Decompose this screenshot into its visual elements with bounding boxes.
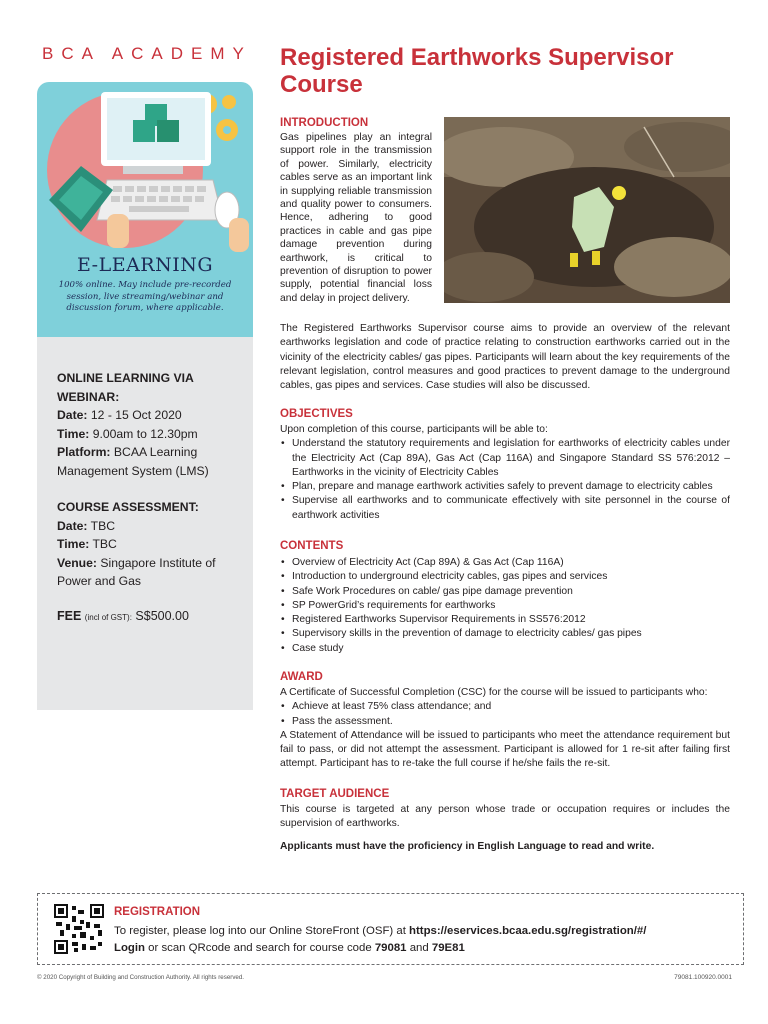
online-platform-label: Platform: (57, 445, 111, 459)
brand-logo-text: BCA ACADEMY (42, 44, 252, 63)
online-date (57, 406, 247, 425)
assessment-time-label: Time: (57, 537, 90, 551)
copyright-notice: © 2020 Copyright of Building and Construction Authority. All rights reserved. (37, 974, 245, 981)
contents-heading: CONTENTS (280, 540, 344, 552)
fee (57, 607, 247, 628)
assessment-venue-value: Singapore Institute of Power and Gas (57, 555, 216, 588)
online-date-value: 12 - 15 Oct 2020 (90, 408, 182, 422)
list-item: • Understand the statutory requirements and legislation for earthworks of electricity cables under the Electricity Act (Cap 89A), Gas Act (Cap 116A) and Singapore Standard SS 576:2012 – Earthworks in the vicinity of Electricity Cables (280, 437, 730, 480)
registration-text-part: and (406, 941, 432, 954)
course-code: 79081 (374, 941, 407, 954)
list-item: • SP PowerGrid’s requirements for earthworks (280, 599, 730, 613)
target-audience-heading: TARGET AUDIENCE (280, 788, 390, 800)
list-item: • Plan, prepare and manage earthwork activities safely to prevent damage to electricity cables (280, 480, 730, 494)
assessment-venue-label: Venue: (57, 555, 97, 570)
list-item: • Supervisory skills in the prevention of damage to electricity cables/ gas pipes (280, 627, 730, 641)
award-text: A Statement of Attendance will be issued to participants who meet the attendance requirement but fail to pass, or did not attempt the assessment. Participant is allowed for 1 re-sit after failing first attempt. Participant has to re-take the full course if he/she fails the re-sit. (280, 729, 730, 770)
list-item: • Registered Earthworks Supervisor Requirements in SS576:2012 (280, 613, 730, 627)
objectives-list (280, 437, 730, 523)
award-section (280, 686, 730, 772)
list-item: • Case study (280, 642, 730, 656)
online-time (57, 425, 247, 444)
language-requirement: Applicants must have the proficiency in English Language to read and write. (280, 841, 655, 852)
assessment-time-value: TBC (92, 537, 117, 551)
assessment-time (57, 535, 247, 554)
online-time-value: 9.00am to 12.30pm (92, 426, 198, 441)
list-item: • Overview of Electricity Act (Cap 89A) & Gas Act (Cap 116A) (280, 556, 730, 570)
list-item: • Supervise all earthworks and to communicate effectively with site personnel in the course of earthwork activities (280, 494, 730, 523)
online-platform (57, 443, 247, 480)
target-audience-text: This course is targeted at any person whose trade or occupation requires or includes the supervision of earthworks. (280, 804, 730, 830)
assessment-date (57, 517, 247, 536)
registration-text-part: or scan QRcode and search for course code (145, 941, 375, 954)
elearning-card (37, 82, 253, 337)
course-code: 79E81 (431, 941, 465, 954)
registration-heading: REGISTRATION (114, 906, 201, 918)
assessment-date-value: TBC (90, 518, 116, 533)
online-platform-value: BCAA Learning Management System (LMS) (57, 445, 209, 478)
online-date-label: Date: (57, 408, 88, 422)
award-list (280, 700, 730, 729)
registration-text (114, 923, 734, 956)
qr-code[interactable] (54, 904, 104, 954)
login-link[interactable]: Login (114, 941, 145, 954)
elearning-description: 100% online. May include pre-recorded session, live streaming/webinar and discussion forum, where applicable. (58, 280, 232, 313)
fee-note: (incl of GST): (84, 612, 132, 622)
objectives-heading: OBJECTIVES (280, 408, 353, 420)
award-intro: A Certificate of Successful Completion (CSC) for the course will be issued to participants who: (280, 687, 708, 698)
award-heading: AWARD (280, 671, 323, 683)
fee-label: FEE (57, 608, 82, 623)
list-item: • Introduction to underground electricity cables, gas pipes and services (280, 570, 730, 584)
registration-link[interactable]: https://eservices.bcaa.edu.sg/registration/#/ (409, 925, 647, 937)
course-info-sidebar (37, 82, 253, 710)
earthworks-photo (444, 117, 730, 303)
assessment-date-label: Date: (57, 518, 88, 533)
introduction-text: Gas pipelines play an integral support role in the transmission of power. Similarly, electricity cables serve as an important link in supplying reliable transmission and quality power to consumers. Hence, adhering to good practices in cable and gas pipe damage prevention during earthwork, is critical to prevention of disruption to power supply, potential financial loss and delay in project delivery. (280, 132, 432, 304)
assessment-venue (57, 554, 247, 591)
schedule-card (37, 337, 253, 710)
fee-value: S$500.00 (135, 608, 189, 623)
assessment-heading: COURSE ASSESSMENT: (57, 500, 199, 514)
list-item: • Pass the assessment. (280, 715, 730, 729)
list-item: • Safe Work Procedures on cable/ gas pipe damage prevention (280, 585, 730, 599)
objectives-section (280, 423, 730, 523)
registration-box (37, 893, 744, 965)
contents-list (280, 556, 730, 656)
document-code: 79081.100920.0001 (674, 974, 732, 981)
introduction-heading: INTRODUCTION (280, 117, 369, 129)
objectives-intro: Upon completion of this course, participants will be able to: (280, 424, 548, 435)
page-title: Registered Earthworks Supervisor Course (280, 44, 674, 98)
registration-text-part: To register, please log into our Online StoreFront (OSF) at (114, 925, 410, 937)
introduction-paragraph: The Registered Earthworks Supervisor course aims to provide an overview of the relevant earthworks legislation and code of practice relating to construction earthworks carried out in the vicinity of the electricity cables/ gas pipes. Participants will learn about the key requirements of the relevant legislation, control measures and good practices to prevent damage to the underground cables, gas pipes and services. Case studies will also be discussed. (280, 323, 730, 392)
list-item: • Achieve at least 75% class attendance; and (280, 700, 730, 714)
elearning-title: E-LEARNING (76, 254, 214, 276)
online-learning-heading: ONLINE LEARNING VIA WEBINAR: (57, 371, 194, 404)
online-time-label: Time: (57, 426, 90, 441)
elearning-illustration (37, 82, 253, 252)
